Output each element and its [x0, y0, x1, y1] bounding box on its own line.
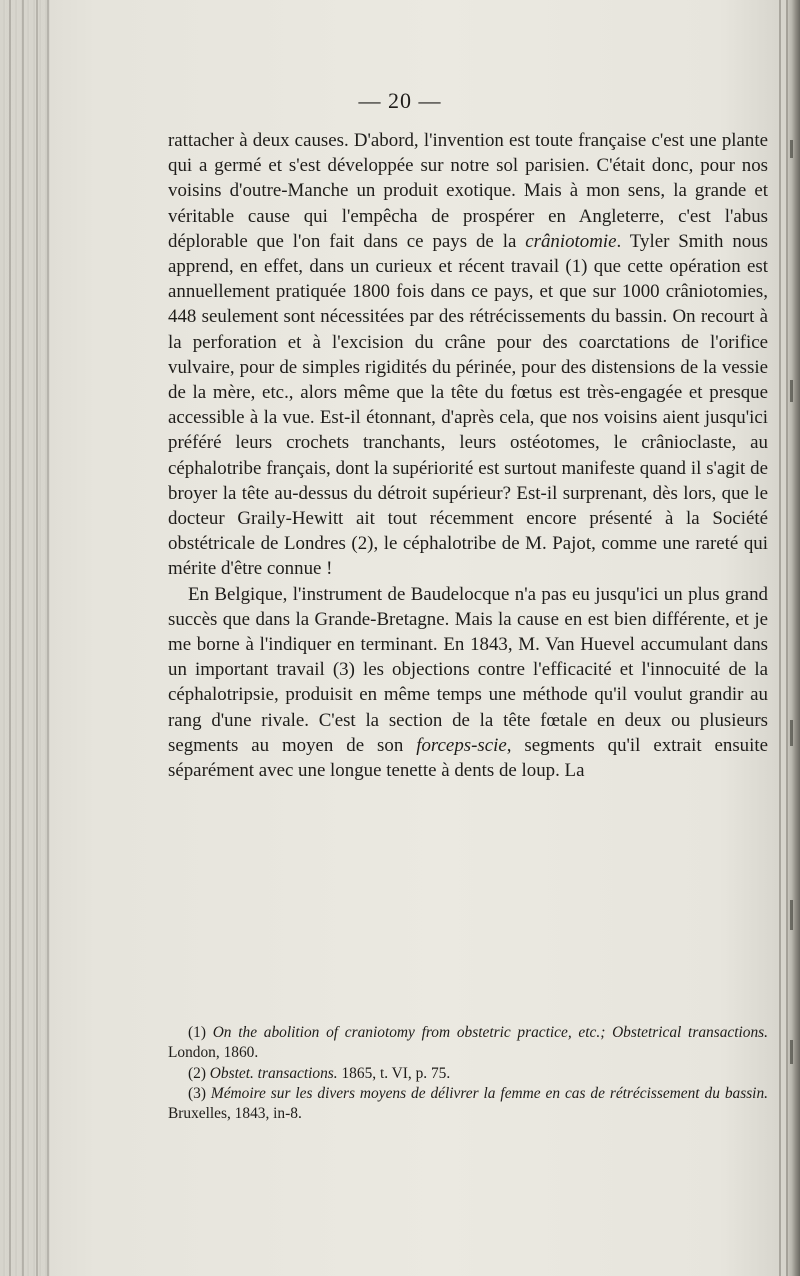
- footnote: [168, 1023, 768, 1064]
- text-run: rattacher à deux causes. D'abord, l'invention est toute française c'est une plante qui a germé et s'est développée sur notre sol parisien. C'était donc, pour nos voisins d'outre-Manche un produit exotique. Mais à mon sens, la grande et véritable cause qui l'empêcha de prospérer en Angleterre, c'est l'abus déplorable que l'on fait dans ce pays de la: [168, 130, 768, 252]
- page-edge-shadow: [786, 0, 800, 1276]
- footnote: [168, 1084, 768, 1125]
- footnote-title: Obstet. transactions.: [209, 1064, 338, 1082]
- page-edge-line: [786, 0, 788, 1276]
- footnote-details: Bruxelles, 1843, in-8.: [168, 1105, 302, 1123]
- binding-line: [36, 0, 38, 1276]
- footnote-details: London, 1860.: [168, 1044, 259, 1062]
- binding-gutter: [0, 0, 50, 1276]
- page-number: — 20 —: [358, 88, 442, 113]
- text-run: , segments qu'il extrait ensuite séparément avec une longue tenette à dents de loup. La: [168, 734, 769, 782]
- footnote-details: 1865, t. VI, p. 75.: [337, 1064, 451, 1082]
- text-run: En Belgique, l'instrument de Baudelocque n'a pas eu jusqu'ici un plus grand succès que dans la Grande-Bretagne. Mais la cause en est bien différente, et je me borne à l'indiquer en terminant. En 1843, M. Van Huevel accumulant dans un important travail (3) les objections contre l'efficacité et l'innocuité de la céphalotripsie, produisit en même temps une méthode qu'il voulut grandir au rang d'une rivale. C'est la section de la tête fœtale en deux ou plusieurs segments au moyen de son: [168, 583, 768, 756]
- italic-term: crâniotomie: [525, 230, 617, 252]
- edge-mark: [790, 1040, 793, 1064]
- footnote-marker: (2): [188, 1064, 210, 1082]
- edge-mark: [790, 720, 793, 746]
- footnote-marker: (3): [188, 1084, 211, 1102]
- edge-mark: [790, 380, 793, 402]
- binding-line: [47, 0, 49, 1276]
- page-edge-line: [779, 0, 781, 1276]
- footnote: [168, 1064, 768, 1084]
- binding-line: [9, 0, 11, 1276]
- footnote-title: Mémoire sur les divers moyens de délivrer la femme en cas de rétrécissement du bassin.: [210, 1084, 769, 1102]
- paragraph: [168, 128, 768, 582]
- footnote-marker: (1): [188, 1024, 213, 1041]
- binding-line: [22, 0, 24, 1276]
- edge-mark: [790, 140, 793, 158]
- footnote-title: On the abolition of craniotomy from obstetric practice, etc.; Obstetrical transactions.: [212, 1024, 768, 1041]
- body-text: [168, 128, 768, 783]
- footnotes: [168, 1023, 768, 1124]
- edge-mark: [790, 900, 793, 930]
- paragraph: [168, 582, 768, 784]
- text-run: . Tyler Smith nous apprend, en effet, dans un curieux et récent travail (1) que cette opération est annuellement pratiquée 1800 fois dans ce pays, et que sur 1000 crâniotomies, 448 seulement sont nécessitées par des rétrécissements du bassin. On recourt à la perforation et à l'excision du crâne pour des coarctations de l'orifice vulvaire, pour de simples rigidités du périnée, pour des distensions de la vessie de la mère, etc., alors même que la tête du fœtus est très-engagée et presque accessible à la vue. Est-il étonnant, d'après cela, que nos voisins aient jusqu'ici préféré leurs crochets tranchants, leurs ostéotomes, le crânioclaste, au céphalotribe français, dont la supériorité est surtout manifeste quand il s'agit de broyer la tête au-dessus du détroit supérieur? Est-il surprenant, dès lors, que le docteur Graily-Hewitt ait tout récemment encore présenté à la Société obstétricale de Londres (2), le céphalotribe de M. Pajot, comme une rareté qui mérite d'être connue !: [168, 230, 769, 580]
- italic-term: forceps-scie: [416, 734, 507, 756]
